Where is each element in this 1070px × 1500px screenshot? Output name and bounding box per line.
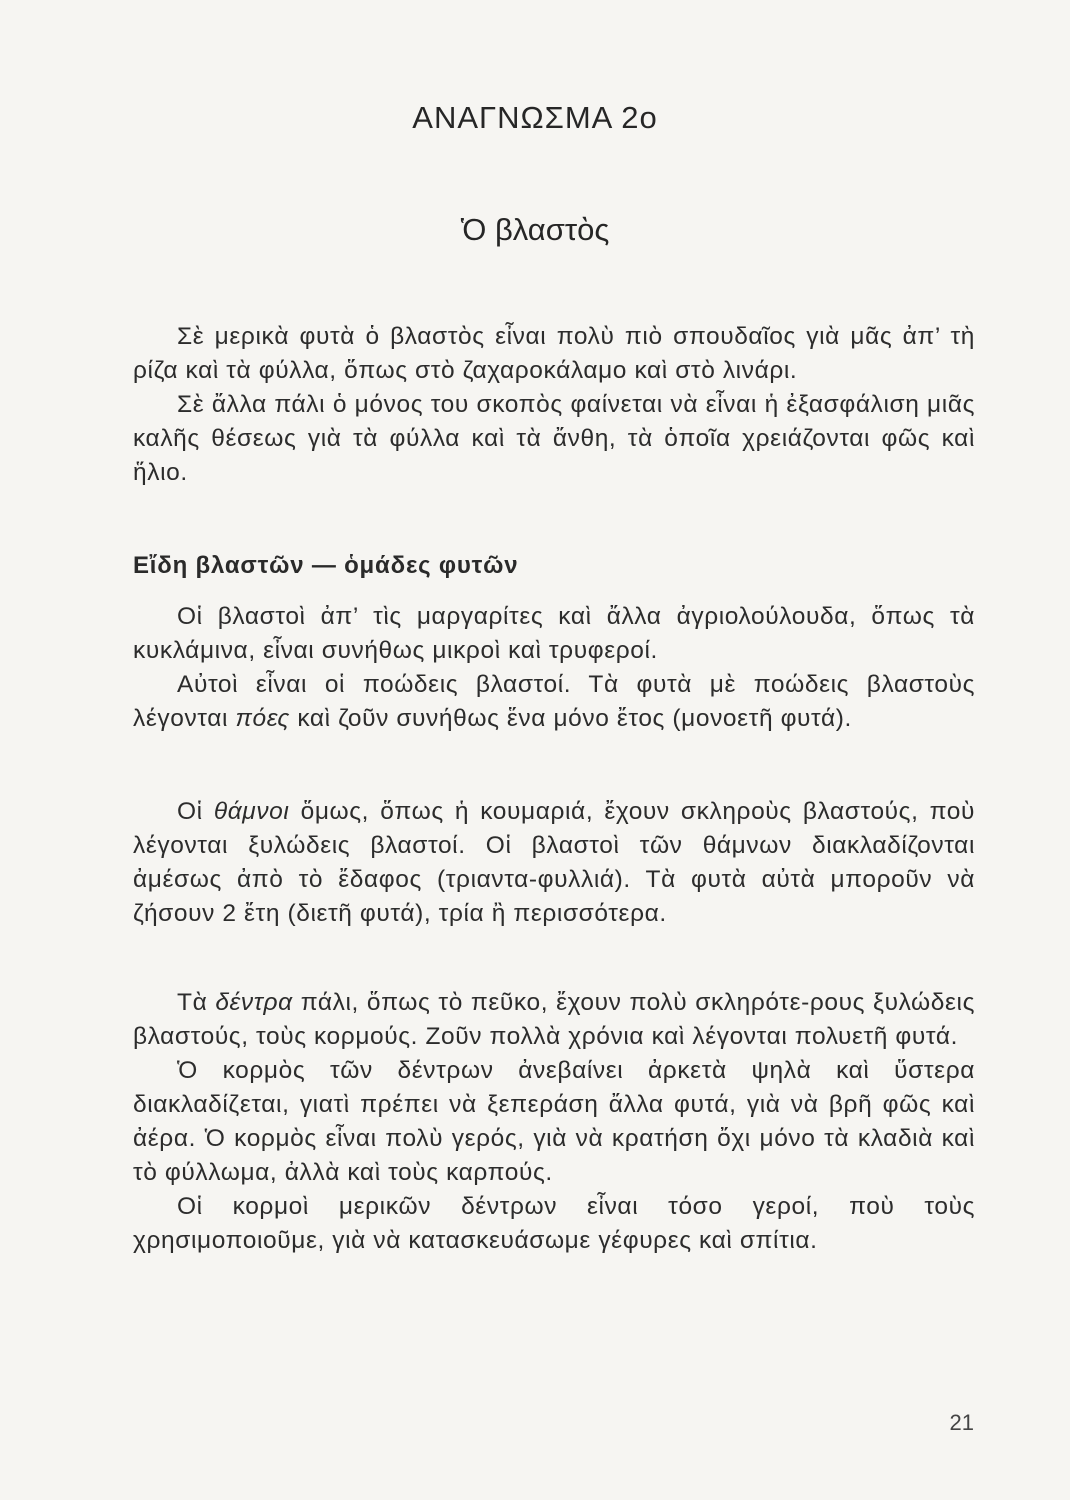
term-poes: πόες — [235, 705, 290, 732]
paragraph-segment: Αὐτοὶ εἶναι οἱ ποώδεις βλαστοί. Τὰ φυτὰ μὲ ποώδεις βλαστοὺς λέγονται — [133, 671, 975, 732]
trees-text — [133, 986, 975, 1258]
section-paragraph-6: Οἱ κορμοὶ μερικῶν δέντρων εἶναι τόσο γεροί, ποὺ τοὺς χρησιμοποιοῦμε, γιὰ νὰ κατασκευάσωμε γέφυρες καὶ σπίτια. — [133, 1193, 975, 1254]
chapter-title: Ὁ βλαστὸς — [460, 212, 610, 247]
paragraph-segment: Οἱ — [177, 798, 214, 825]
term-dentra: δέντρα — [215, 989, 293, 1016]
paragraph-segment: ὅμως, ὅπως ἡ κουμαριά, ἔχουν σκληροὺς βλαστούς, ποὺ λέγονται ξυλώδεις βλαστοί. Οἱ βλαστοὶ τῶν θάμνων διακλαδίζονται ἀμέσως ἀπὸ τὸ ἔδαφος (τριαντα-φυλλιά). Τὰ φυτὰ αὐτὰ μποροῦν νὰ ζήσουν 2 ἔτη (διετῆ φυτά), τρία ἢ περισσότερα. — [133, 798, 975, 927]
intro-paragraph-1: Σὲ μερικὰ φυτὰ ὁ βλαστὸς εἶναι πολὺ πιὸ σπουδαῖος γιὰ μᾶς ἀπ’ τὴ ρίζα καὶ τὰ φύλλα, ὅπως στὸ ζαχαροκάλαμο καὶ στὸ λινάρι. — [133, 323, 975, 384]
paragraph-segment: καὶ ζοῦν συνήθως ἕνα μόνο ἔτος (μονοετῆ φυτά). — [289, 705, 852, 732]
section-paragraph-5: Ὁ κορμὸς τῶν δέντρων ἀνεβαίνει ἀρκετὰ ψηλὰ καὶ ὕστερα διακλαδίζεται, γιατὶ πρέπει νὰ ξεπεράση ἄλλα φυτά, γιὰ νὰ βρῆ φῶς καὶ ἀέρα. Ὁ κορμὸς εἶναι πολὺ γερός, γιὰ νὰ κρατήση ὄχι μόνο τὰ κλαδιὰ καὶ τὸ φύλλωμα, ἀλλὰ καὶ τοὺς καρπούς. — [133, 1057, 975, 1186]
section-paragraph-3 — [133, 795, 975, 931]
intro-text — [133, 320, 975, 490]
term-thamnoi: θάμνοι — [213, 798, 290, 825]
page-number: 21 — [949, 1410, 974, 1435]
section-heading: Εἴδη βλαστῶν — ὁμάδες φυτῶν — [133, 552, 519, 579]
reading-title: ΑΝΑΓΝΩΣΜΑ 2ο — [412, 100, 658, 135]
shrubs-text — [133, 795, 975, 931]
paragraph-segment: Τὰ — [177, 989, 216, 1016]
section-paragraph-4 — [133, 986, 975, 1054]
section-text — [133, 600, 975, 736]
section-paragraph-2 — [133, 668, 975, 736]
section-paragraph-1: Οἱ βλαστοὶ ἀπ’ τὶς μαργαρίτες καὶ ἄλλα ἀγριολούλουδα, ὅπως τὰ κυκλάμινα, εἶναι συνήθως μικροὶ καὶ τρυφεροί. — [133, 603, 975, 664]
paragraph-segment: πάλι, ὅπως τὸ πεῦκο, ἔχουν πολὺ σκληρότε-ρους ξυλώδεις βλαστούς, τοὺς κορμούς. Ζοῦν πολλὰ χρόνια καὶ λέγονται πολυετῆ φυτά. — [133, 989, 975, 1050]
intro-paragraph-2: Σὲ ἄλλα πάλι ὁ μόνος του σκοπὸς φαίνεται νὰ εἶναι ἡ ἐξασφάλιση μιᾶς καλῆς θέσεως γιὰ τὰ φύλλα καὶ τὰ ἄνθη, τὰ ὁποῖα χρειάζονται φῶς καὶ ἥλιο. — [133, 391, 975, 486]
